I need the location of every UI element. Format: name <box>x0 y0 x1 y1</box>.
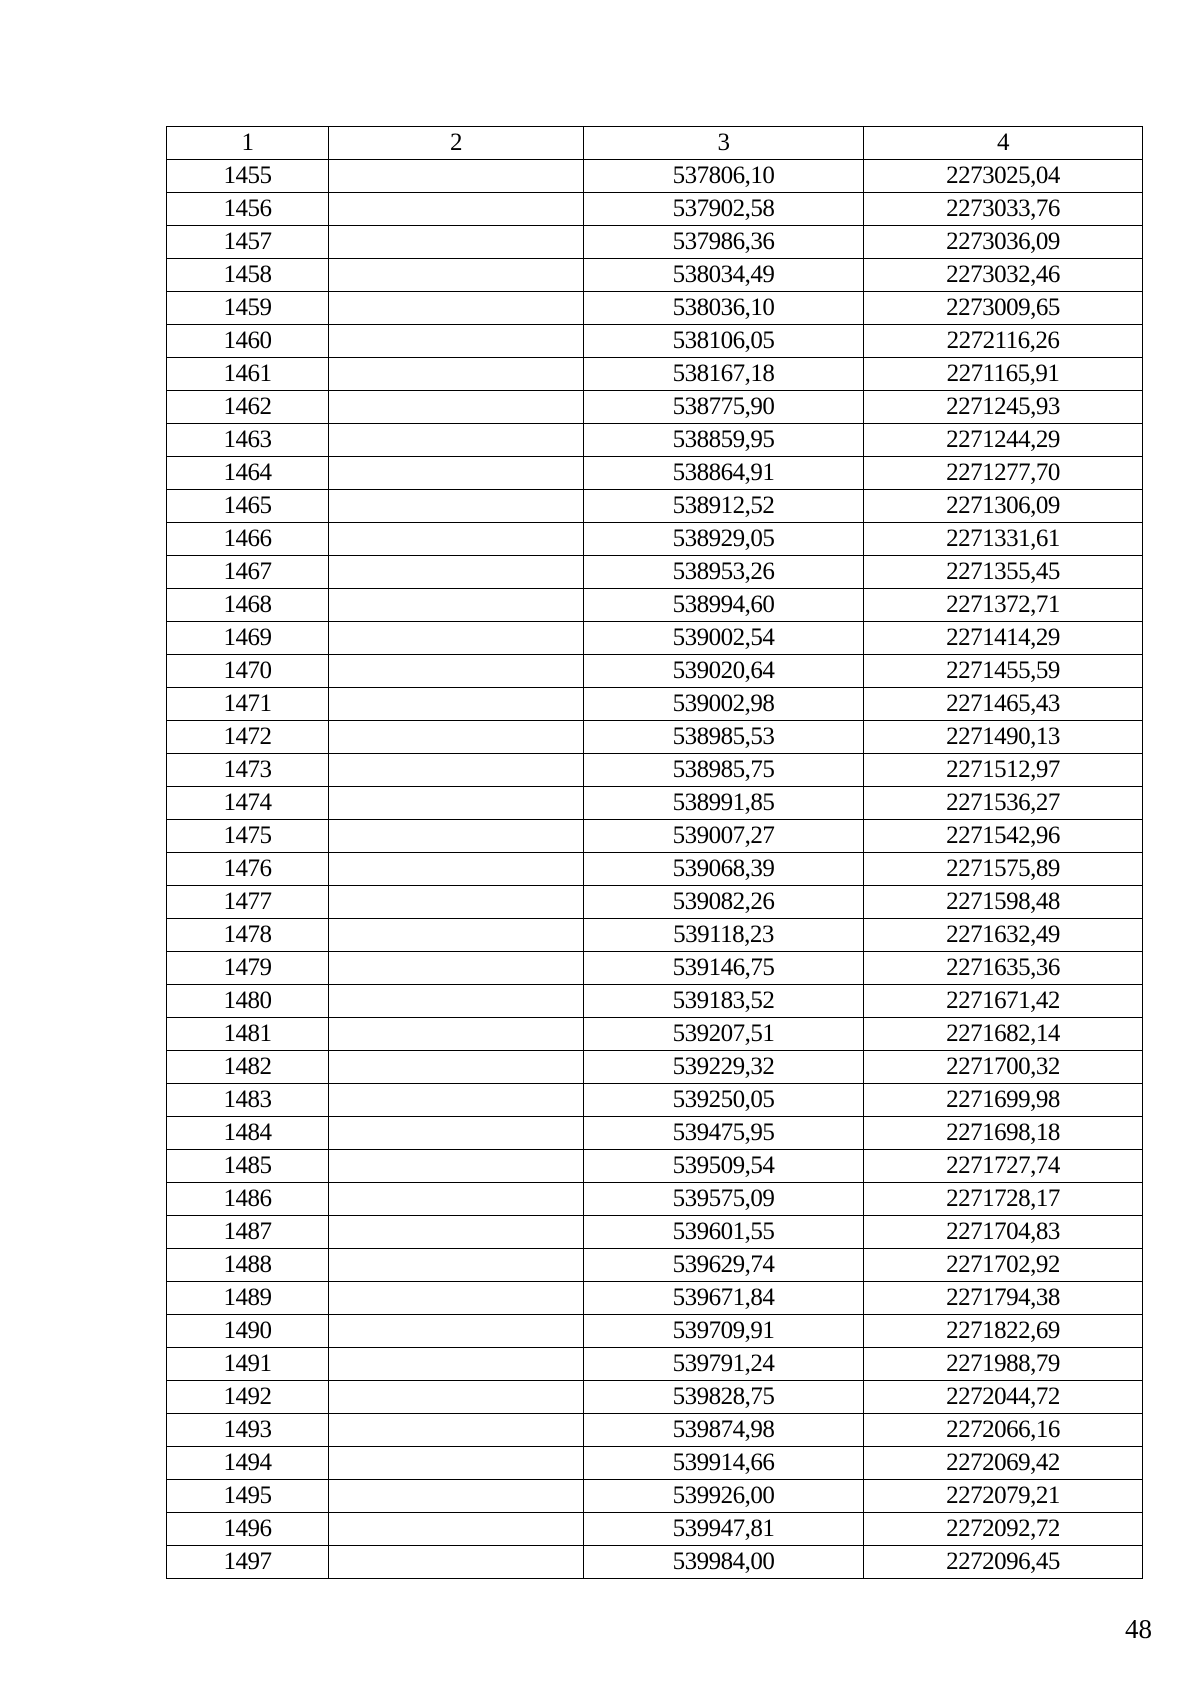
column-header-4: 4 <box>864 127 1143 160</box>
table-row <box>167 721 1143 754</box>
table-cell-col-3: 538953,26 <box>584 556 864 589</box>
table-cell-col-1: 1470 <box>167 655 329 688</box>
table-cell-col-4: 2271632,49 <box>864 919 1143 952</box>
table-row <box>167 985 1143 1018</box>
table-cell-col-1: 1476 <box>167 853 329 886</box>
table-cell-col-4: 2271331,61 <box>864 523 1143 556</box>
table-row <box>167 1117 1143 1150</box>
table-cell-col-4: 2271682,14 <box>864 1018 1143 1051</box>
table-cell-col-1: 1491 <box>167 1348 329 1381</box>
table-cell-col-4: 2271598,48 <box>864 886 1143 919</box>
table-cell-col-1: 1460 <box>167 325 329 358</box>
table-row <box>167 160 1143 193</box>
table-cell-col-4: 2273009,65 <box>864 292 1143 325</box>
table-cell-col-4: 2271455,59 <box>864 655 1143 688</box>
table-cell-col-2 <box>329 721 584 754</box>
table-row <box>167 688 1143 721</box>
table-cell-col-4: 2271671,42 <box>864 985 1143 1018</box>
table-cell-col-4: 2271728,17 <box>864 1183 1143 1216</box>
table-cell-col-1: 1495 <box>167 1480 329 1513</box>
table-row <box>167 787 1143 820</box>
table-cell-col-4: 2271699,98 <box>864 1084 1143 1117</box>
table-cell-col-2 <box>329 358 584 391</box>
table-cell-col-2 <box>329 1183 584 1216</box>
table-cell-col-4: 2271700,32 <box>864 1051 1143 1084</box>
table-cell-col-1: 1473 <box>167 754 329 787</box>
table-cell-col-3: 539068,39 <box>584 853 864 886</box>
table-cell-col-3: 539002,54 <box>584 622 864 655</box>
table-row <box>167 556 1143 589</box>
table-cell-col-1: 1475 <box>167 820 329 853</box>
table-row <box>167 655 1143 688</box>
table-row <box>167 853 1143 886</box>
table-cell-col-1: 1494 <box>167 1447 329 1480</box>
table-cell-col-3: 539828,75 <box>584 1381 864 1414</box>
table-cell-col-4: 2271727,74 <box>864 1150 1143 1183</box>
table-header-row <box>167 127 1143 160</box>
table-row <box>167 457 1143 490</box>
table-cell-col-3: 539146,75 <box>584 952 864 985</box>
table-cell-col-3: 537806,10 <box>584 160 864 193</box>
table-cell-col-4: 2272116,26 <box>864 325 1143 358</box>
table-row <box>167 952 1143 985</box>
table-cell-col-4: 2272066,16 <box>864 1414 1143 1447</box>
table-cell-col-1: 1496 <box>167 1513 329 1546</box>
table-row <box>167 193 1143 226</box>
table-cell-col-3: 539020,64 <box>584 655 864 688</box>
table-cell-col-2 <box>329 523 584 556</box>
table-row <box>167 1216 1143 1249</box>
table-cell-col-3: 538859,95 <box>584 424 864 457</box>
table-cell-col-4: 2271822,69 <box>864 1315 1143 1348</box>
table-cell-col-1: 1462 <box>167 391 329 424</box>
table-cell-col-4: 2271698,18 <box>864 1117 1143 1150</box>
table-cell-col-1: 1461 <box>167 358 329 391</box>
table-cell-col-1: 1483 <box>167 1084 329 1117</box>
table-cell-col-4: 2271165,91 <box>864 358 1143 391</box>
table-cell-col-4: 2271702,92 <box>864 1249 1143 1282</box>
table-cell-col-4: 2271988,79 <box>864 1348 1143 1381</box>
table-row <box>167 1480 1143 1513</box>
table-row <box>167 919 1143 952</box>
table-cell-col-4: 2271704,83 <box>864 1216 1143 1249</box>
table-cell-col-2 <box>329 919 584 952</box>
table-cell-col-1: 1457 <box>167 226 329 259</box>
table-cell-col-2 <box>329 1282 584 1315</box>
table-cell-col-1: 1463 <box>167 424 329 457</box>
table-cell-col-3: 539791,24 <box>584 1348 864 1381</box>
table-cell-col-4: 2271245,93 <box>864 391 1143 424</box>
table-cell-col-1: 1474 <box>167 787 329 820</box>
table-cell-col-2 <box>329 1414 584 1447</box>
table-cell-col-4: 2271244,29 <box>864 424 1143 457</box>
table-cell-col-1: 1486 <box>167 1183 329 1216</box>
table-cell-col-3: 538929,05 <box>584 523 864 556</box>
table-cell-col-2 <box>329 1513 584 1546</box>
table-cell-col-4: 2273032,46 <box>864 259 1143 292</box>
table-cell-col-3: 538985,53 <box>584 721 864 754</box>
table-cell-col-3: 538106,05 <box>584 325 864 358</box>
table-row <box>167 622 1143 655</box>
table-cell-col-4: 2271794,38 <box>864 1282 1143 1315</box>
table-cell-col-1: 1493 <box>167 1414 329 1447</box>
table-cell-col-4: 2271542,96 <box>864 820 1143 853</box>
table-row <box>167 820 1143 853</box>
table-cell-col-3: 538034,49 <box>584 259 864 292</box>
table-cell-col-3: 538985,75 <box>584 754 864 787</box>
table-row <box>167 358 1143 391</box>
table-cell-col-2 <box>329 1216 584 1249</box>
table-cell-col-1: 1477 <box>167 886 329 919</box>
table-cell-col-1: 1482 <box>167 1051 329 1084</box>
table-cell-col-3: 538036,10 <box>584 292 864 325</box>
table-cell-col-1: 1464 <box>167 457 329 490</box>
table-row <box>167 1447 1143 1480</box>
table-cell-col-1: 1469 <box>167 622 329 655</box>
table-cell-col-2 <box>329 589 584 622</box>
table-cell-col-3: 539207,51 <box>584 1018 864 1051</box>
table-cell-col-4: 2271306,09 <box>864 490 1143 523</box>
table-row <box>167 1348 1143 1381</box>
column-header-3: 3 <box>584 127 864 160</box>
table-row <box>167 1150 1143 1183</box>
table-cell-col-3: 537986,36 <box>584 226 864 259</box>
table-body <box>167 160 1143 1579</box>
table-row <box>167 1084 1143 1117</box>
table-cell-col-2 <box>329 754 584 787</box>
table-cell-col-1: 1466 <box>167 523 329 556</box>
table-cell-col-3: 538912,52 <box>584 490 864 523</box>
table-cell-col-2 <box>329 457 584 490</box>
table-row <box>167 226 1143 259</box>
table-row <box>167 1249 1143 1282</box>
table-cell-col-1: 1468 <box>167 589 329 622</box>
table-cell-col-1: 1458 <box>167 259 329 292</box>
table-cell-col-2 <box>329 1018 584 1051</box>
table-cell-col-1: 1481 <box>167 1018 329 1051</box>
table-cell-col-3: 539947,81 <box>584 1513 864 1546</box>
table-cell-col-3: 539671,84 <box>584 1282 864 1315</box>
table-cell-col-1: 1488 <box>167 1249 329 1282</box>
table-cell-col-2 <box>329 1249 584 1282</box>
column-header-1: 1 <box>167 127 329 160</box>
table-cell-col-3: 539984,00 <box>584 1546 864 1579</box>
table-cell-col-3: 539926,00 <box>584 1480 864 1513</box>
table-row <box>167 1051 1143 1084</box>
table-cell-col-2 <box>329 1447 584 1480</box>
table-cell-col-4: 2272096,45 <box>864 1546 1143 1579</box>
table-cell-col-3: 539082,26 <box>584 886 864 919</box>
table-cell-col-3: 538994,60 <box>584 589 864 622</box>
table-cell-col-2 <box>329 1150 584 1183</box>
coordinates-table <box>166 126 1143 1579</box>
table-cell-col-1: 1478 <box>167 919 329 952</box>
table-cell-col-2 <box>329 688 584 721</box>
table-row <box>167 1546 1143 1579</box>
table-cell-col-3: 539874,98 <box>584 1414 864 1447</box>
table-cell-col-4: 2273025,04 <box>864 160 1143 193</box>
table-row <box>167 523 1143 556</box>
table-cell-col-4: 2271355,45 <box>864 556 1143 589</box>
table-cell-col-2 <box>329 1084 584 1117</box>
table-cell-col-3: 539229,32 <box>584 1051 864 1084</box>
table-cell-col-1: 1487 <box>167 1216 329 1249</box>
table-cell-col-2 <box>329 1315 584 1348</box>
table-cell-col-3: 537902,58 <box>584 193 864 226</box>
table-cell-col-4: 2272044,72 <box>864 1381 1143 1414</box>
table-cell-col-3: 538167,18 <box>584 358 864 391</box>
table-cell-col-2 <box>329 259 584 292</box>
table-cell-col-1: 1497 <box>167 1546 329 1579</box>
table-cell-col-1: 1465 <box>167 490 329 523</box>
table-cell-col-2 <box>329 1480 584 1513</box>
table-cell-col-3: 539118,23 <box>584 919 864 952</box>
table-cell-col-4: 2273033,76 <box>864 193 1143 226</box>
table-cell-col-4: 2271372,71 <box>864 589 1143 622</box>
table-cell-col-1: 1485 <box>167 1150 329 1183</box>
table-cell-col-3: 539709,91 <box>584 1315 864 1348</box>
table-cell-col-2 <box>329 226 584 259</box>
table-cell-col-4: 2271490,13 <box>864 721 1143 754</box>
table-row <box>167 292 1143 325</box>
table-cell-col-2 <box>329 1117 584 1150</box>
table-cell-col-2 <box>329 820 584 853</box>
table-cell-col-2 <box>329 325 584 358</box>
table-cell-col-1: 1489 <box>167 1282 329 1315</box>
table-cell-col-3: 539183,52 <box>584 985 864 1018</box>
table-row <box>167 1513 1143 1546</box>
table-cell-col-4: 2271465,43 <box>864 688 1143 721</box>
table-row <box>167 259 1143 292</box>
table-cell-col-4: 2271635,36 <box>864 952 1143 985</box>
table-row <box>167 391 1143 424</box>
table-cell-col-2 <box>329 952 584 985</box>
table-row <box>167 424 1143 457</box>
table-cell-col-3: 539601,55 <box>584 1216 864 1249</box>
table-cell-col-3: 539629,74 <box>584 1249 864 1282</box>
table-row <box>167 325 1143 358</box>
table-cell-col-1: 1455 <box>167 160 329 193</box>
table-cell-col-2 <box>329 886 584 919</box>
column-header-2: 2 <box>329 127 584 160</box>
table-cell-col-3: 538864,91 <box>584 457 864 490</box>
table-cell-col-3: 539475,95 <box>584 1117 864 1150</box>
table-cell-col-1: 1492 <box>167 1381 329 1414</box>
table-row <box>167 1381 1143 1414</box>
table-cell-col-4: 2272092,72 <box>864 1513 1143 1546</box>
table-cell-col-3: 539250,05 <box>584 1084 864 1117</box>
table-cell-col-3: 539509,54 <box>584 1150 864 1183</box>
table-cell-col-1: 1480 <box>167 985 329 1018</box>
table-cell-col-1: 1472 <box>167 721 329 754</box>
table-cell-col-2 <box>329 853 584 886</box>
table-cell-col-4: 2271277,70 <box>864 457 1143 490</box>
table-cell-col-2 <box>329 292 584 325</box>
table-row <box>167 1183 1143 1216</box>
table-cell-col-2 <box>329 424 584 457</box>
table-cell-col-1: 1490 <box>167 1315 329 1348</box>
table-cell-col-4: 2271536,27 <box>864 787 1143 820</box>
table-cell-col-4: 2272079,21 <box>864 1480 1143 1513</box>
table-cell-col-2 <box>329 787 584 820</box>
table-row <box>167 589 1143 622</box>
table-row <box>167 490 1143 523</box>
table-cell-col-4: 2271414,29 <box>864 622 1143 655</box>
table-cell-col-4: 2271512,97 <box>864 754 1143 787</box>
table-cell-col-2 <box>329 490 584 523</box>
table-cell-col-1: 1484 <box>167 1117 329 1150</box>
table-cell-col-2 <box>329 985 584 1018</box>
table-row <box>167 1414 1143 1447</box>
table-cell-col-1: 1467 <box>167 556 329 589</box>
table-cell-col-3: 539007,27 <box>584 820 864 853</box>
table-cell-col-2 <box>329 1348 584 1381</box>
table-row <box>167 1018 1143 1051</box>
table-cell-col-2 <box>329 1051 584 1084</box>
table-row <box>167 754 1143 787</box>
table-row <box>167 1315 1143 1348</box>
table-cell-col-4: 2273036,09 <box>864 226 1143 259</box>
table-cell-col-4: 2272069,42 <box>864 1447 1143 1480</box>
table-cell-col-3: 539575,09 <box>584 1183 864 1216</box>
table-cell-col-1: 1471 <box>167 688 329 721</box>
table-cell-col-3: 538991,85 <box>584 787 864 820</box>
page-number: 48 <box>1125 1614 1152 1644</box>
table-cell-col-2 <box>329 193 584 226</box>
table-cell-col-4: 2271575,89 <box>864 853 1143 886</box>
table-cell-col-2 <box>329 160 584 193</box>
table-cell-col-1: 1479 <box>167 952 329 985</box>
table-cell-col-2 <box>329 391 584 424</box>
table-cell-col-2 <box>329 622 584 655</box>
table-cell-col-2 <box>329 1381 584 1414</box>
table-cell-col-2 <box>329 556 584 589</box>
table-row <box>167 1282 1143 1315</box>
table-cell-col-2 <box>329 655 584 688</box>
table-cell-col-2 <box>329 1546 584 1579</box>
table-cell-col-3: 538775,90 <box>584 391 864 424</box>
table-row <box>167 886 1143 919</box>
table-cell-col-3: 539914,66 <box>584 1447 864 1480</box>
table-cell-col-3: 539002,98 <box>584 688 864 721</box>
table-cell-col-1: 1456 <box>167 193 329 226</box>
table-cell-col-1: 1459 <box>167 292 329 325</box>
